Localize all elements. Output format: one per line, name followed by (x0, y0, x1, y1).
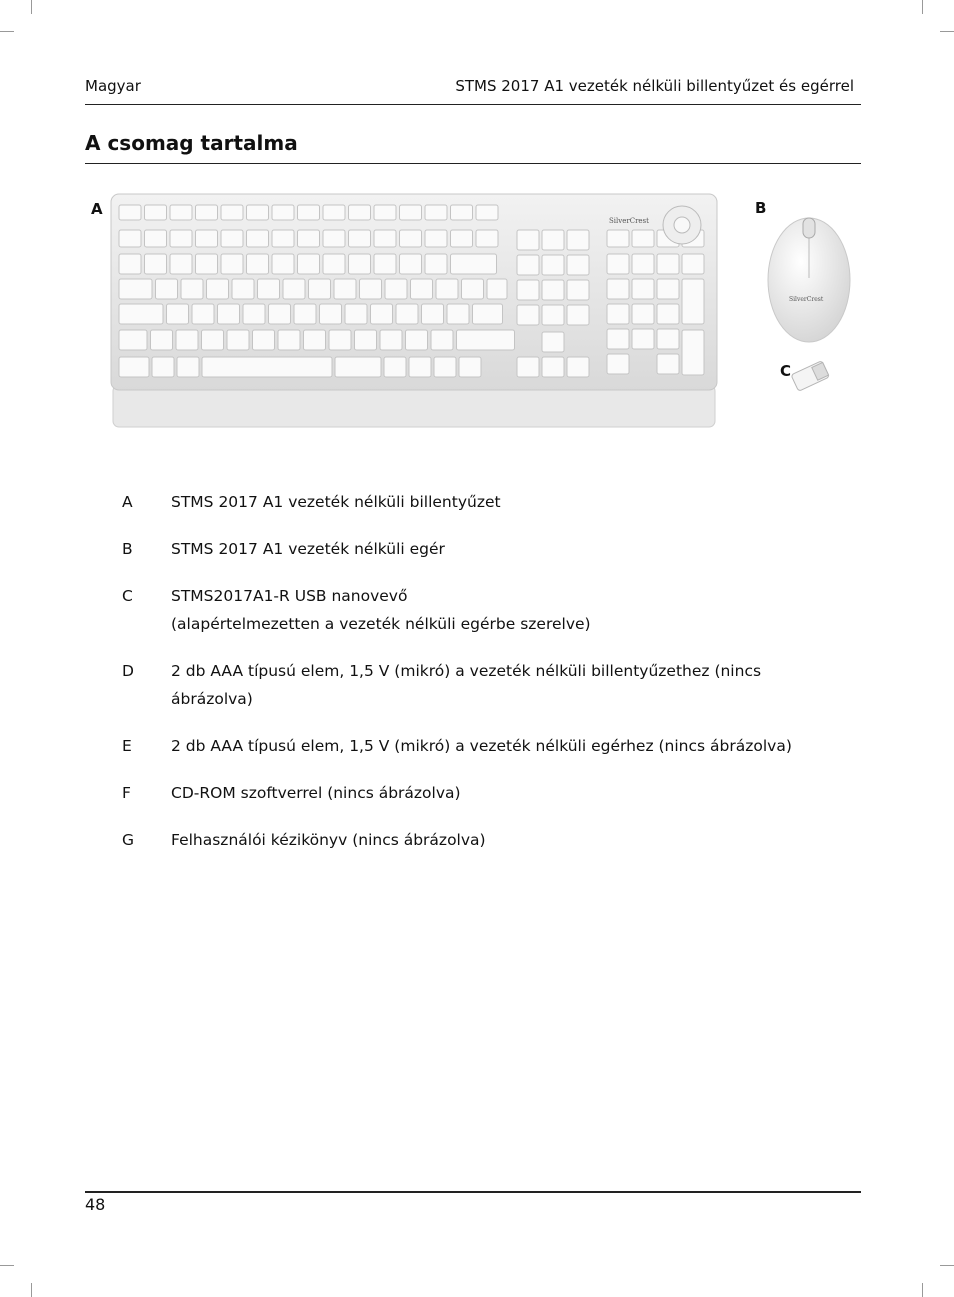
keycap (151, 330, 173, 350)
keycap (567, 280, 589, 300)
keycap (152, 357, 174, 377)
keycap (119, 357, 149, 377)
keycap (632, 329, 654, 349)
crop-mark (940, 31, 954, 32)
keycap (459, 357, 481, 377)
item-text: CD-ROM szoftverrel (nincs ábrázolva) (171, 784, 461, 802)
list-item (122, 826, 842, 854)
keycap (181, 279, 203, 299)
keycap (657, 254, 679, 274)
crop-mark (31, 1283, 32, 1297)
keycap (335, 357, 381, 377)
keycap (272, 254, 294, 274)
keycap (294, 304, 316, 324)
keycap (119, 279, 152, 299)
keycap (607, 254, 629, 274)
keycap (431, 330, 453, 350)
figure-label-c: C (780, 362, 792, 380)
keycap (170, 230, 192, 247)
list-item (122, 535, 842, 563)
keycap (400, 205, 422, 220)
keycap (632, 279, 654, 299)
crop-mark (922, 1283, 923, 1297)
keycap (542, 332, 564, 352)
keycap (196, 205, 218, 220)
keycap (247, 254, 269, 274)
keycap (542, 305, 564, 325)
title-rule (85, 163, 861, 164)
keycap (298, 205, 320, 220)
keycap (192, 304, 214, 324)
keycap (607, 230, 629, 247)
keycap (218, 304, 240, 324)
keyboard-illustration (85, 185, 861, 440)
keycap (457, 330, 515, 350)
keycap (167, 304, 189, 324)
item-letter: D (122, 662, 134, 680)
keycap (396, 304, 418, 324)
keycap (272, 230, 294, 247)
item-text: STMS 2017 A1 vezeték nélküli billentyűzet (171, 493, 501, 511)
keycap (682, 279, 704, 324)
keycap (409, 357, 431, 377)
keycap (119, 205, 141, 220)
page-number: 48 (85, 1195, 106, 1214)
keycap (258, 279, 280, 299)
footer-rule (85, 1191, 861, 1193)
keycap (462, 279, 484, 299)
keycap (304, 330, 326, 350)
keycap (657, 304, 679, 324)
list-item (122, 779, 842, 807)
header-rule (85, 104, 861, 105)
item-note: (alapértelmezetten a vezeték nélküli egérbe szerelve) (171, 615, 591, 633)
keycap (542, 255, 564, 275)
keycap (227, 330, 249, 350)
keycap (436, 279, 458, 299)
keycap (145, 254, 167, 274)
keycap (323, 230, 345, 247)
keycap (607, 329, 629, 349)
keycap (607, 304, 629, 324)
keycap (657, 279, 679, 299)
keyboard-brand-logo: SilverCrest (609, 217, 649, 225)
keycap (196, 254, 218, 274)
keycap (298, 254, 320, 274)
keycap (232, 279, 254, 299)
keycap (411, 279, 433, 299)
keycap (170, 254, 192, 274)
keycap (371, 304, 393, 324)
keycap (425, 254, 447, 274)
keycap (476, 205, 498, 220)
keycap (517, 280, 539, 300)
item-text: STMS 2017 A1 vezeték nélküli egér (171, 540, 445, 558)
keycap (374, 254, 396, 274)
keycap (202, 330, 224, 350)
package-contents-list (122, 488, 842, 873)
keycap (360, 279, 382, 299)
keycap (355, 330, 377, 350)
keycap (119, 304, 163, 324)
keycap (451, 230, 473, 247)
keycap (473, 304, 503, 324)
keycap (400, 254, 422, 274)
keycap (207, 279, 229, 299)
keycap (632, 254, 654, 274)
keycap (349, 205, 371, 220)
keycap (247, 230, 269, 247)
keycap (384, 357, 406, 377)
keycap (400, 230, 422, 247)
keycap (425, 205, 447, 220)
keycap (253, 330, 275, 350)
keycap (374, 230, 396, 247)
item-letter: B (122, 540, 133, 558)
keycap (682, 330, 704, 375)
item-text: Felhasználói kézikönyv (nincs ábrázolva) (171, 831, 486, 849)
keycap (119, 254, 141, 274)
keycap (323, 254, 345, 274)
item-letter: E (122, 737, 132, 755)
list-item (122, 488, 842, 516)
item-letter: F (122, 784, 131, 802)
item-text: STMS2017A1-R USB nanovevő (171, 587, 408, 605)
keycap (156, 279, 178, 299)
keycap (542, 230, 564, 250)
figure-label-b: B (755, 199, 767, 217)
keycap (243, 304, 265, 324)
keycap (542, 357, 564, 377)
keycap (406, 330, 428, 350)
list-item (122, 582, 842, 638)
header-doc-title: STMS 2017 A1 vezeték nélküli billentyűzet és egérrel (455, 77, 854, 95)
crop-mark (940, 1265, 954, 1266)
crop-mark (31, 0, 32, 14)
section-title: A csomag tartalma (85, 131, 298, 155)
keycap (202, 357, 332, 377)
keycap (567, 357, 589, 377)
keycap (422, 304, 444, 324)
keycap (269, 304, 291, 324)
product-figure (85, 185, 861, 440)
keycap (567, 305, 589, 325)
keycap (278, 330, 300, 350)
item-text: 2 db AAA típusú elem, 1,5 V (mikró) a vezeték nélküli egérhez (nincs ábrázolva) (171, 737, 792, 755)
keycap (380, 330, 402, 350)
keycap (434, 357, 456, 377)
keycap (349, 230, 371, 247)
item-letter: A (122, 493, 133, 511)
figure-label-a: A (91, 200, 103, 218)
keycap (176, 330, 198, 350)
keycap (145, 205, 167, 220)
keycap (517, 255, 539, 275)
keycap (320, 304, 342, 324)
keycap (607, 279, 629, 299)
keycap (309, 279, 331, 299)
keycap (385, 279, 407, 299)
keycap (221, 254, 243, 274)
keycap (517, 305, 539, 325)
keycap (170, 205, 192, 220)
keycap (119, 230, 141, 247)
keycap (349, 254, 371, 274)
keycap (334, 279, 356, 299)
keycap (425, 230, 447, 247)
keycap (247, 205, 269, 220)
crop-mark (922, 0, 923, 14)
keycap (567, 230, 589, 250)
keycap (657, 354, 679, 374)
item-letter: C (122, 587, 133, 605)
keycap (487, 279, 507, 299)
keycap (283, 279, 305, 299)
keycap (607, 354, 629, 374)
keycap (345, 304, 367, 324)
keycap (272, 205, 294, 220)
keycap (517, 230, 539, 250)
header-language: Magyar (85, 77, 141, 95)
keycap (119, 330, 147, 350)
keycap (451, 205, 473, 220)
crop-mark (0, 1265, 14, 1266)
mouse-brand-logo: SilverCrest (789, 296, 824, 303)
keycap (177, 357, 199, 377)
keycap (374, 205, 396, 220)
keycap (451, 254, 497, 274)
keycap (542, 280, 564, 300)
keycap (657, 329, 679, 349)
keycap (196, 230, 218, 247)
crop-mark (0, 31, 14, 32)
keycap (682, 254, 704, 274)
keycap (632, 230, 654, 247)
keycap (447, 304, 469, 324)
list-item (122, 657, 842, 713)
keycap (221, 205, 243, 220)
keycap (329, 330, 351, 350)
keycap (298, 230, 320, 247)
keycap (323, 205, 345, 220)
keycap (145, 230, 167, 247)
keycap (632, 304, 654, 324)
keycap (517, 357, 539, 377)
keycap (221, 230, 243, 247)
list-item (122, 732, 842, 760)
keycap (476, 230, 498, 247)
item-text: 2 db AAA típusú elem, 1,5 V (mikró) a vezeték nélküli billentyűzethez (nincs ábrázolva) (171, 662, 762, 708)
item-letter: G (122, 831, 135, 849)
keycap (567, 255, 589, 275)
